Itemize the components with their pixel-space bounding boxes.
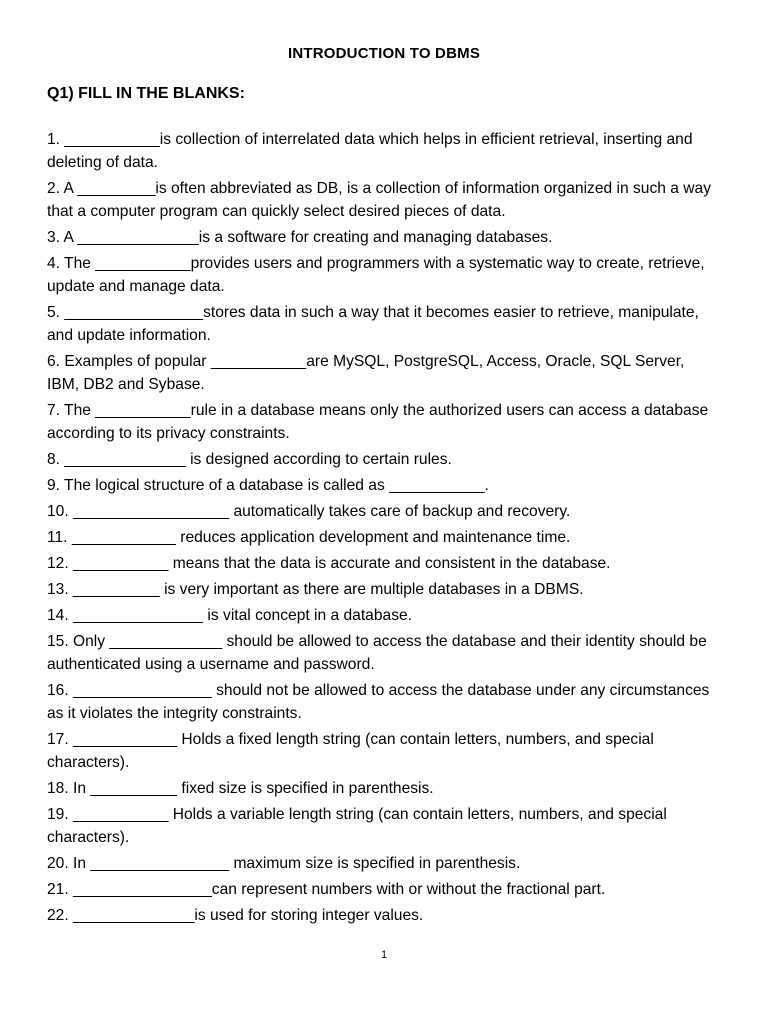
question-item: 12. ___________ means that the data is accurate and consistent in the database.	[47, 555, 611, 572]
question-item: 14. _______________ is vital concept in a database.	[47, 607, 413, 624]
question-item: 8. ______________ is designed according to certain rules.	[47, 451, 452, 468]
document-title: INTRODUCTION TO DBMS	[287, 45, 481, 62]
question-item: 5. ________________stores data in such a way that it becomes easier to retrieve, manipulate, and update information.	[47, 304, 699, 344]
question-item: 15. Only _____________ should be allowed to access the database and their identity should be authenticated using a username and password.	[47, 633, 707, 673]
question-item: 21. ________________can represent numbers with or without the fractional part.	[47, 881, 606, 898]
question-item: 6. Examples of popular ___________are MySQL, PostgreSQL, Access, Oracle, SQL Server, IBM, DB2 and Sybase.	[47, 353, 685, 393]
question-item: 11. ____________ reduces application development and maintenance time.	[47, 529, 571, 546]
question-item: 9. The logical structure of a database is called as ___________.	[47, 477, 489, 494]
question-item: 19. ___________ Holds a variable length string (can contain letters, numbers, and special characters).	[47, 806, 667, 846]
question-item: 18. In __________ fixed size is specified in parenthesis.	[47, 780, 434, 797]
page-number: 1	[380, 949, 388, 961]
question-item: 7. The ___________rule in a database means only the authorized users can access a database according to its privacy constraints.	[47, 402, 709, 442]
question-item: 10. __________________ automatically takes care of backup and recovery.	[47, 503, 571, 520]
question-item: 16. ________________ should not be allowed to access the database under any circumstances as it violates the integrity constraints.	[47, 682, 710, 722]
question-item: 22. ______________is used for storing integer values.	[47, 907, 424, 924]
question-item: 20. In ________________ maximum size is specified in parenthesis.	[47, 855, 521, 872]
question-item: 3. A ______________is a software for creating and managing databases.	[47, 229, 553, 246]
section-heading: Q1) FILL IN THE BLANKS:	[47, 85, 245, 102]
question-item: 17. ____________ Holds a fixed length string (can contain letters, numbers, and special characters).	[47, 731, 654, 771]
question-item: 4. The ___________provides users and programmers with a systematic way to create, retrieve, update and manage data.	[47, 255, 705, 295]
question-item: 1. ___________is collection of interrelated data which helps in efficient retrieval, inserting and deleting of data.	[47, 131, 693, 171]
question-item: 13. __________ is very important as there are multiple databases in a DBMS.	[47, 581, 584, 598]
question-list	[47, 128, 719, 930]
question-item: 2. A _________is often abbreviated as DB, is a collection of information organized in such a way that a computer program can quickly select desired pieces of data.	[47, 180, 712, 220]
